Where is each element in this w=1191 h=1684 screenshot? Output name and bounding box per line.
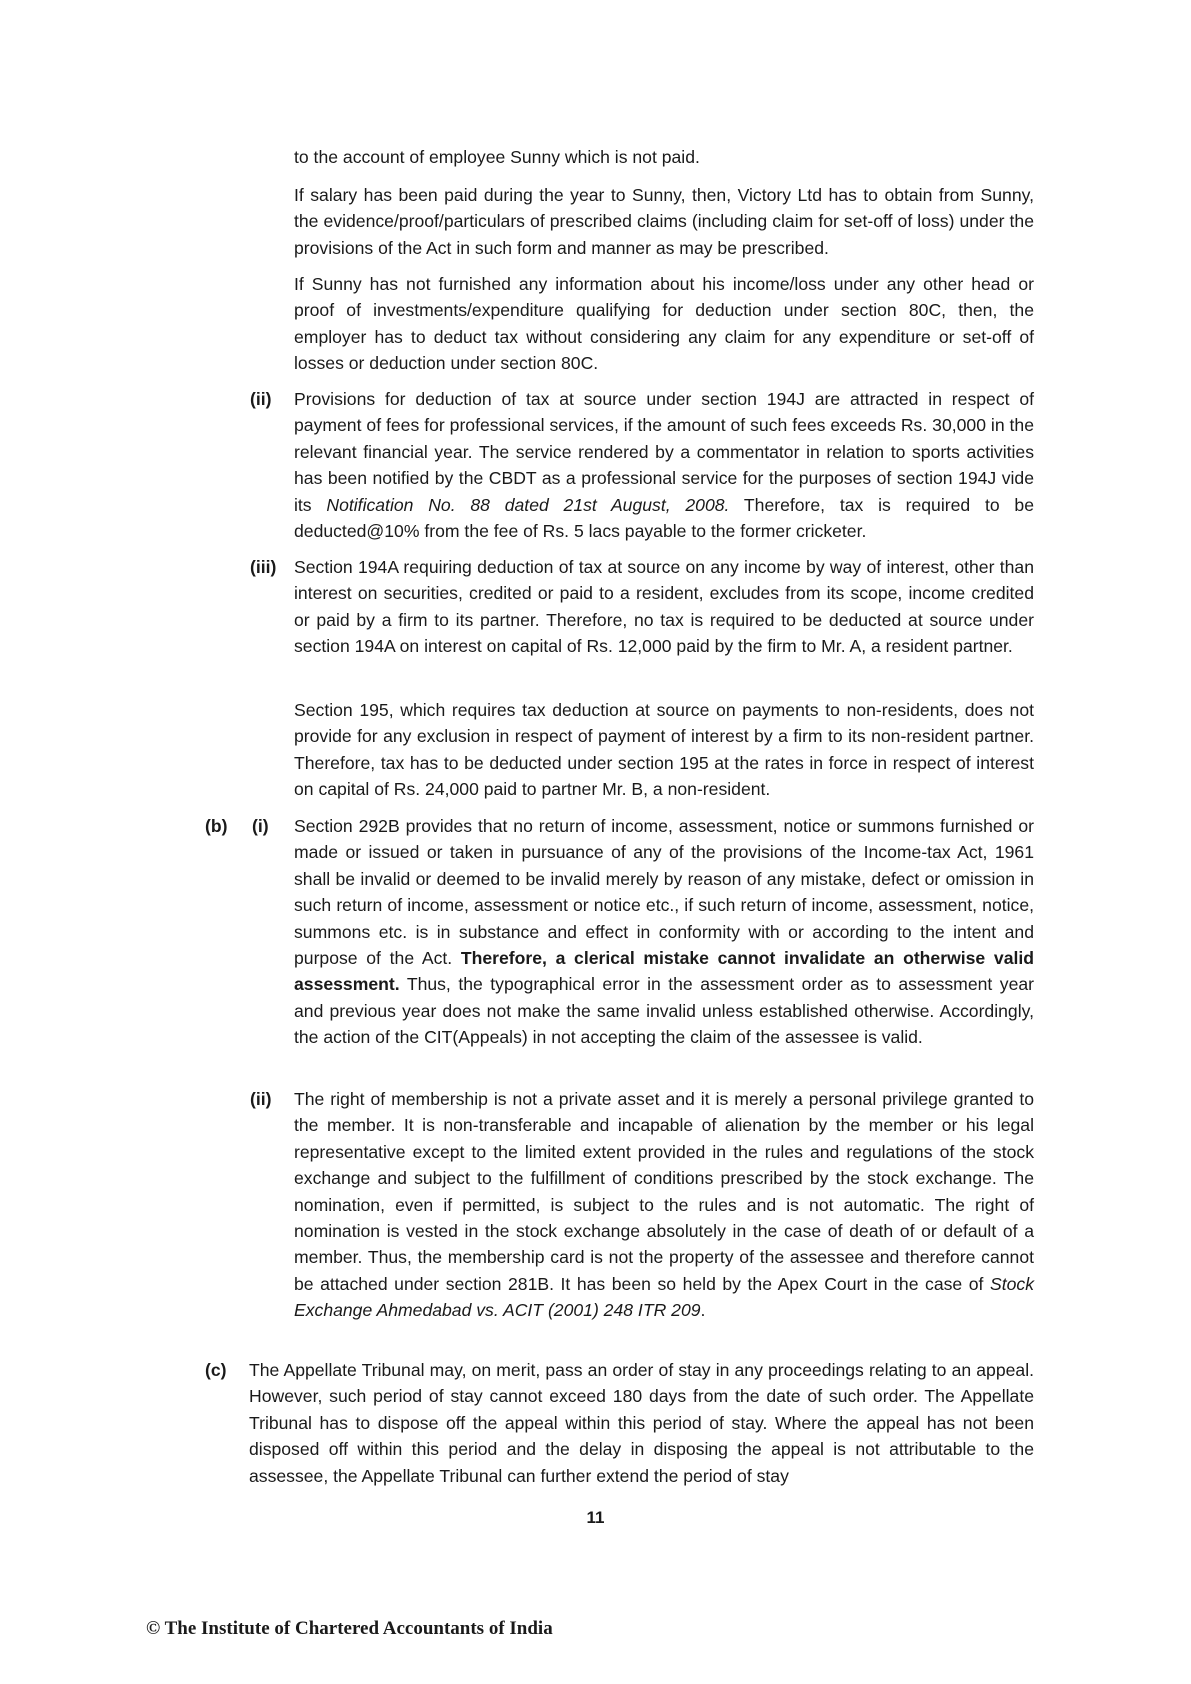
paragraph-salary-paid: If salary has been paid during the year to Sunny, then, Victory Ltd has to obtain from Sunny, the evidence/proof/particulars of prescribed claims (including claim for set-off of loss) under the provisions of the Act in such form and manner as may be prescribed. (294, 185, 1034, 258)
text-194j-part1: Provisions for deduction of tax at source under section 194J are attracted in respect of payment of fees for professional services, if the amount of such fees exceeds Rs. 30,000 in the relevant financial year. The service rendered by a commentator in relation to sports activities has been notified by the CBDT as a professional service for the purposes of section 194J vide its (294, 389, 1034, 515)
text-case-citation: Stock Exchange Ahmedabad vs. ACIT (2001) 248 ITR 209 (294, 1273, 1034, 1321)
text-194j-part2: Therefore, tax is required to be deducted@10% from the fee of Rs. 5 lacs payable to the former cricketer. (294, 494, 1034, 542)
item-marker-a-ii: (ii) (250, 389, 272, 409)
item-marker-b-ii: (ii) (250, 1089, 272, 1109)
paragraph-appellate-tribunal-stay: The Appellate Tribunal may, on merit, pass an order of stay in any proceedings relating to an appeal. However, such period of stay cannot exceed 180 days from the date of such order. The Appellate Tribunal has to dispose off the appeal within this period of stay. Where the appeal has not been disposed off within this period and the delay in disposing the appeal is not attributable to the assessee, the Appellate Tribunal can further extend the period of stay (249, 1360, 1034, 1486)
paragraph-section-194a: Section 194A requiring deduction of tax at source on any income by way of interest, other than interest on securities, credited or paid to a resident, excludes from its scope, income credited or paid by a firm to its partner. Therefore, no tax is required to be deducted at source under section 194A on interest on capital of Rs. 12,000 paid by the firm to Mr. A, a resident partner. (294, 557, 1034, 657)
text-clerical-mistake-emphasis: Therefore, a clerical mistake cannot invalidate an otherwise valid assessment. (294, 948, 1034, 995)
item-marker-b: (b) (205, 816, 228, 836)
page-number: 11 (586, 1508, 605, 1527)
item-marker-c: (c) (205, 1360, 227, 1380)
paragraph-section-194j (294, 386, 1034, 544)
text-membership-part2: . (700, 1300, 706, 1321)
paragraph-employee-unpaid: to the account of employee Sunny which is not paid. (294, 147, 700, 167)
text-notification-citation: Notification No. 88 dated 21st August, 2008. (326, 494, 730, 515)
text-292b-part2: Thus, the typographical error in the assessment order as to assessment year and previous year does not make the same invalid unless established otherwise. Accordingly, the action of the CIT(Appeals) in not accepting the claim of the assessee is valid. (294, 974, 1034, 1048)
footer-copyright: © The Institute of Chartered Accountants of India (146, 1618, 553, 1639)
text-292b-part1: Section 292B provides that no return of income, assessment, notice or summons furnished or made or issued or taken in pursuance of any of the provisions of the Income-tax Act, 1961 shall be invalid or deemed to be invalid merely by reason of any mistake, defect or omission in such return of income, assessment or notice etc., if such return of income, assessment, notice, summons etc. is in substance and effect in conformity with or according to the intent and purpose of the Act. (294, 816, 1034, 969)
paragraph-section-292b (294, 813, 1034, 1051)
item-marker-a-iii: (iii) (250, 557, 277, 577)
paragraph-membership-right (294, 1086, 1034, 1324)
paragraph-section-195: Section 195, which requires tax deduction at source on payments to non-residents, does not provide for any exclusion in respect of payment of interest by a firm to its non-resident partner. Therefore, tax has to be deducted under section 195 at the rates in force in respect of interest on capital of Rs. 24,000 paid to partner Mr. B, a non-resident. (294, 700, 1034, 800)
item-marker-b-i: (i) (252, 816, 269, 836)
paragraph-no-information: If Sunny has not furnished any information about his income/loss under any other head or proof of investments/expenditure qualifying for deduction under section 80C, then, the employer has to deduct tax without considering any claim for any expenditure or set-off of losses or deduction under section 80C. (294, 274, 1034, 374)
text-membership-part1: The right of membership is not a private asset and it is merely a personal privilege granted to the member. It is non-transferable and incapable of alienation by the member or his legal representative except to the limited extent provided in the rules and regulations of the stock exchange and subject to the fulfillment of conditions prescribed by the stock exchange. The nomination, even if permitted, is subject to the rules and is not automatic. The right of nomination is vested in the stock exchange absolutely in the case of death of or default of a member. Thus, the membership card is not the property of the assessee and therefore cannot be attached under section 281B. It has been so held by the Apex Court in the case of (294, 1089, 1034, 1294)
